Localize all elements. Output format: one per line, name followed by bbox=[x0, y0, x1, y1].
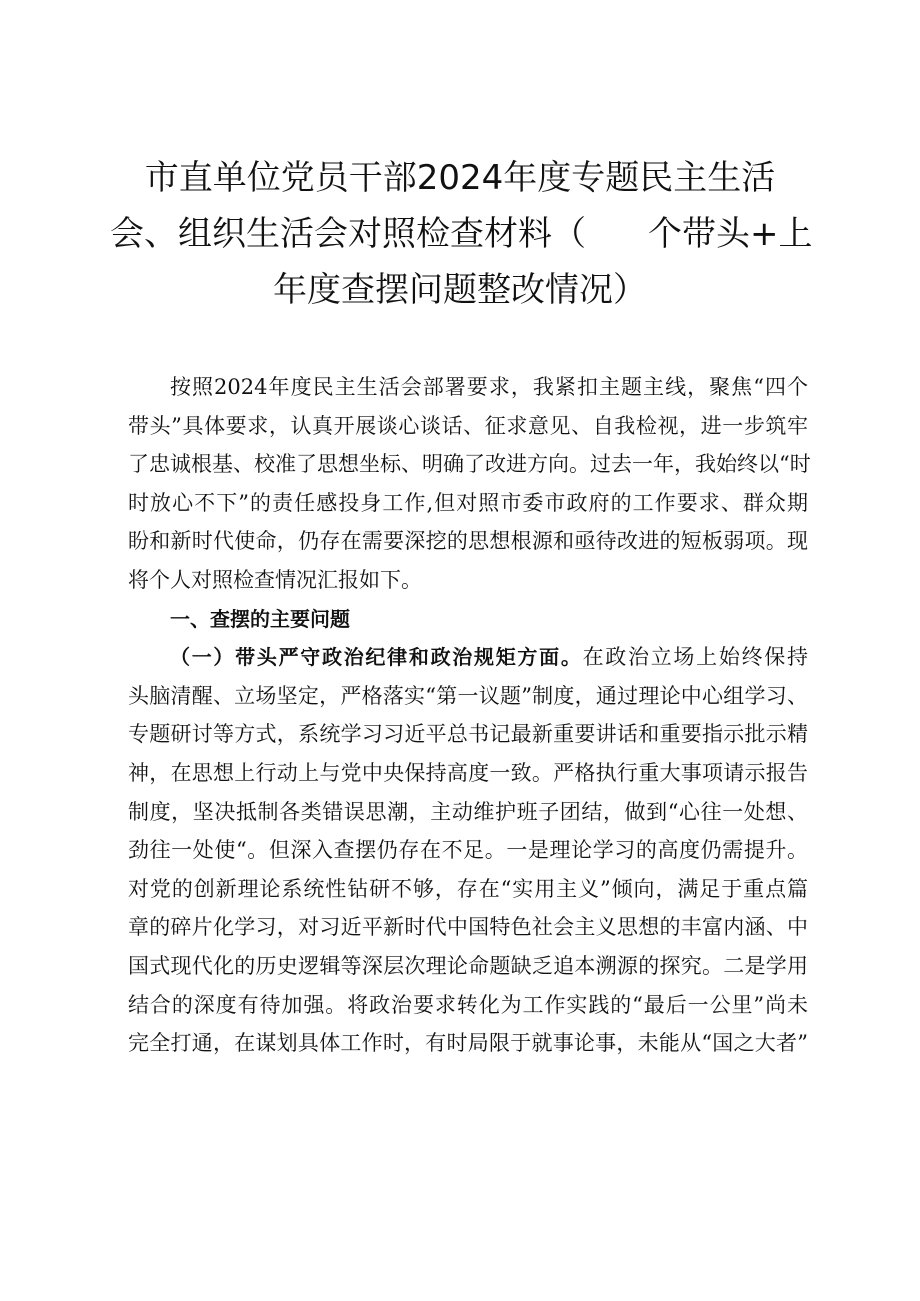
document-title bbox=[110, 150, 813, 318]
intro-line: 时放心不下”的责任感投身工作,但对照市委市政府的工作要求、群众期 bbox=[128, 490, 808, 515]
subsection-first-text: 在政治立场上始终保持 bbox=[582, 645, 809, 670]
subsection-first-line bbox=[128, 638, 808, 677]
body-line: 神，在思想上行动上与党中央保持高度一致。严格执行重大事项请示报告 bbox=[128, 760, 808, 785]
section-heading-paragraph bbox=[128, 600, 808, 639]
title-line-3: 年度查摆问题整改情况） bbox=[273, 270, 647, 310]
intro-line: 了忠诚根基、校准了思想坐标、明确了改进方向。过去一年，我始终以“时 bbox=[128, 452, 811, 477]
intro-line: 按照2024年度民主生活会部署要求，我紧扣主题主线，聚焦“四个 bbox=[170, 375, 808, 399]
title-line-2-part-b: 个带头+上 bbox=[648, 214, 813, 254]
body-line: 结合的深度有待加强。将政治要求转化为工作实践的“最后一公里”尚未 bbox=[128, 992, 808, 1017]
title-line-2 bbox=[110, 206, 813, 262]
body-line: 劲往一处使“。但深入查摆仍存在不足。一是理论学习的高度仍需提升。 bbox=[128, 838, 808, 863]
body-line: 章的碎片化学习，对习近平新时代中国特色社会主义思想的丰富内涵、中 bbox=[128, 915, 808, 940]
body-line: 国式现代化的历史逻辑等深层次理论命题缺乏追本溯源的探究。二是学用 bbox=[128, 953, 808, 978]
body-line: 头脑清醒、立场坚定，严格落实“第一议题”制度，通过理论中心组学习、 bbox=[128, 683, 808, 708]
subsection-paragraph bbox=[128, 638, 808, 1063]
body-line: 对党的创新理论系统性钻研不够，存在“实用主义”倾向，满足于重点篇 bbox=[128, 876, 808, 901]
body-line: 专题研讨等方式，系统学习习近平总书记最新重要讲话和重要指示批示精 bbox=[128, 722, 808, 747]
title-line-2-part-a: 会、组织生活会对照检查材料（ bbox=[110, 214, 586, 254]
intro-paragraph bbox=[128, 368, 811, 600]
title-line-1: 市直单位党员干部2024年度专题民主生活 bbox=[144, 158, 776, 198]
intro-line: 带头”具体要求，认真开展谈心谈话、征求意见、自我检视，进一步筑牢 bbox=[128, 413, 808, 438]
intro-line: 将个人对照检查情况汇报如下。 bbox=[128, 567, 422, 592]
document-body bbox=[128, 368, 811, 1063]
body-line: 完全打通，在谋划具体工作时，有时局限于就事论事，未能从“国之大者” bbox=[128, 1031, 808, 1056]
subsection-title: （一）带头严守政治纪律和政治规矩方面。 bbox=[170, 645, 583, 670]
section-heading: 一、查摆的主要问题 bbox=[170, 606, 350, 631]
body-line: 制度，坚决抵制各类错误思潮，主动维护班子团结，做到“心往一处想、 bbox=[128, 799, 808, 824]
intro-line: 盼和新时代使命，仍存在需要深挖的思想根源和亟待改进的短板弱项。现 bbox=[128, 529, 808, 554]
